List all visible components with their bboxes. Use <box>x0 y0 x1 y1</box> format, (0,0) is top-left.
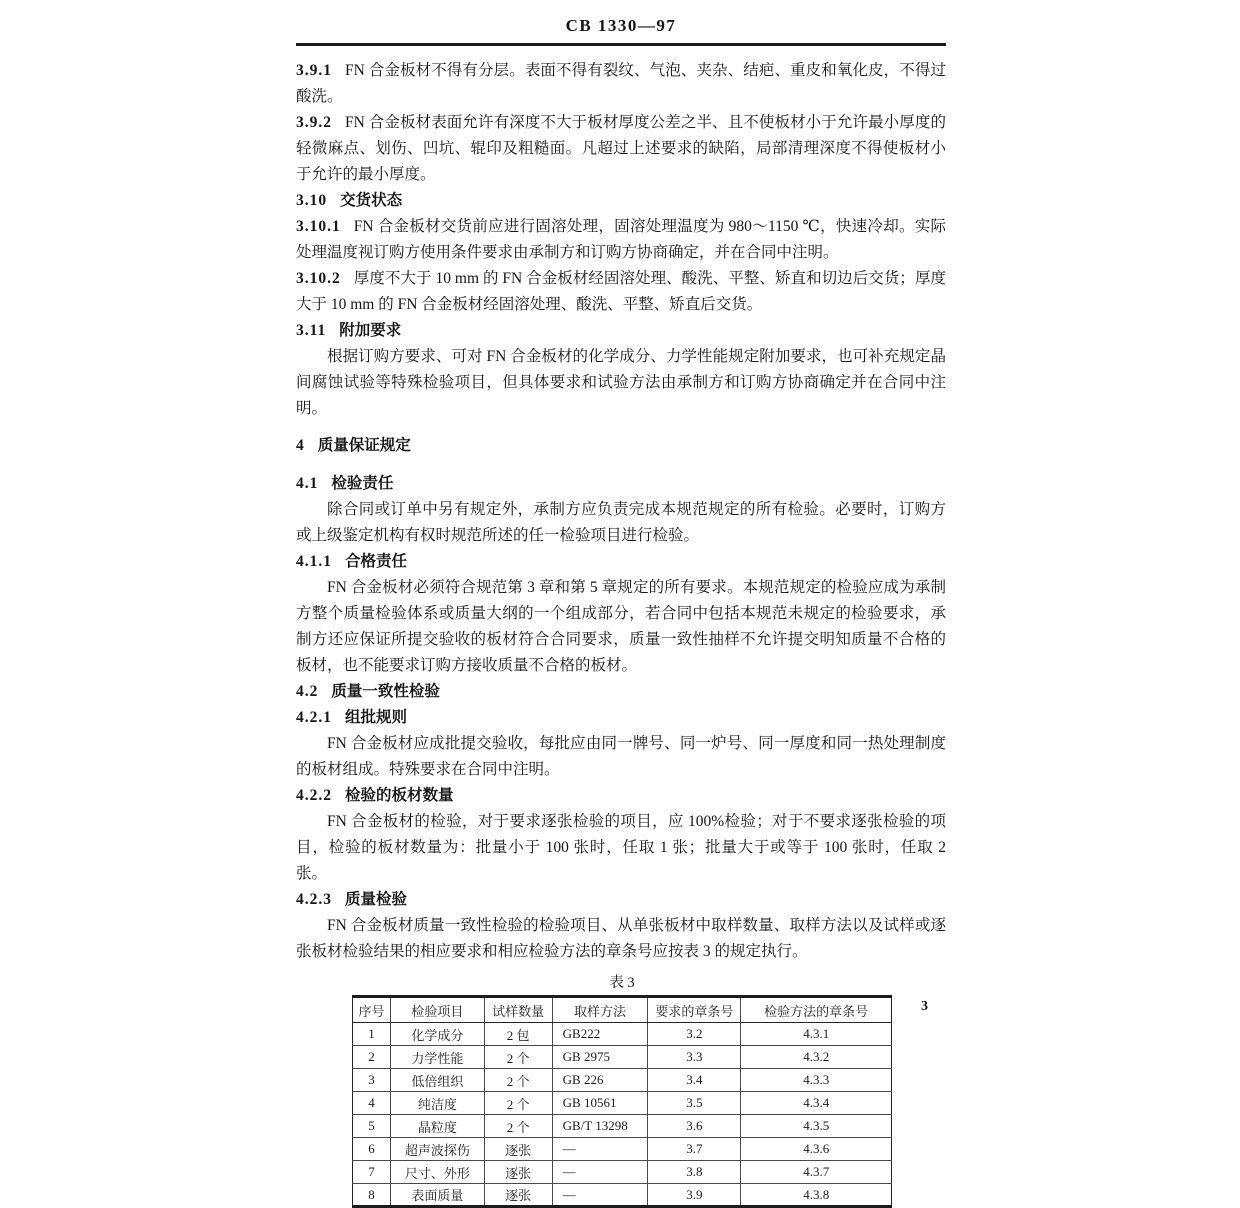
table-cell: — <box>552 1184 648 1207</box>
table-cell: 4 <box>353 1092 391 1115</box>
clause-number: 3.10.1 <box>296 218 341 235</box>
clause-number: 3.11 <box>296 322 327 339</box>
table-cell: GB 226 <box>552 1069 648 1092</box>
clause-text: 厚度不大于 10 mm 的 FN 合金板材经固溶处理、酸洗、平整、矫直和切边后交货；厚度大于 10 mm 的 FN 合金板材经固溶处理、酸洗、平整、矫直后交货。 <box>296 270 946 313</box>
table-cell: 表面质量 <box>390 1184 484 1207</box>
table-cell: 4.3.8 <box>741 1184 892 1207</box>
para-text: 根据订购方要求、可对 FN 合金板材的化学成分、力学性能规定附加要求，也可补充规定晶间腐蚀试验等特殊检验项目，但具体要求和试验方法由承制方和订购方协商确定并在合同中注明。 <box>296 348 946 417</box>
heading-4-2 <box>296 679 946 705</box>
heading-title: 质量一致性检验 <box>331 683 440 700</box>
table-cell: 纯洁度 <box>390 1092 484 1115</box>
inspection-table-head <box>353 997 892 1023</box>
table-header-row <box>353 997 892 1023</box>
heading-title: 合格责任 <box>345 553 408 570</box>
heading-title: 组批规则 <box>345 709 408 726</box>
clause-number: 3.9.2 <box>296 114 332 131</box>
para-4-2-1 <box>296 731 946 783</box>
para-text: FN 合金板材质量一致性检验的检验项目、从单张板材中取样数量、取样方法以及试样或逐张板材检验结果的相应要求和相应检验方法的章条号应按表 3 的规定执行。 <box>296 917 946 960</box>
clause-number: 3.9.1 <box>296 62 332 79</box>
clause-number: 4.2.1 <box>296 709 332 726</box>
table-cell: 4.3.6 <box>741 1138 892 1161</box>
table-cell: 3.7 <box>648 1138 741 1161</box>
table-cell: 5 <box>353 1115 391 1138</box>
table-cell: — <box>552 1161 648 1184</box>
table-column-header: 检验方法的章条号 <box>741 997 892 1023</box>
clause-number: 4.2.2 <box>296 787 332 804</box>
table-cell: 6 <box>353 1138 391 1161</box>
clause-3-9-1 <box>296 58 946 110</box>
table-row <box>353 1092 892 1115</box>
table-cell: 4.3.7 <box>741 1161 892 1184</box>
clause-number: 4.1.1 <box>296 553 332 570</box>
table-cell: 尺寸、外形 <box>390 1161 484 1184</box>
heading-4-2-3 <box>296 887 946 913</box>
clause-3-10-2 <box>296 266 946 318</box>
table-cell: 1 <box>353 1023 391 1046</box>
table-cell: 4.3.1 <box>741 1023 892 1046</box>
table-cell: 2 <box>353 1046 391 1069</box>
chapter-4-heading <box>296 433 946 459</box>
table-cell: 4.3.5 <box>741 1115 892 1138</box>
clause-text: FN 合金板材表面允许有深度不大于板材厚度公差之半、且不使板材小于允许最小厚度的轻微麻点、划伤、凹坑、辊印及粗糙面。凡超过上述要求的缺陷，局部清理深度不得使板材小于允许的最小厚度。 <box>296 114 946 183</box>
para-4-2-3 <box>296 913 946 965</box>
heading-3-10 <box>296 188 946 214</box>
table-cell: — <box>552 1138 648 1161</box>
para-4-2-2 <box>296 809 946 887</box>
heading-title: 附加要求 <box>339 322 402 339</box>
table-cell: 逐张 <box>484 1184 552 1207</box>
table-row <box>353 1069 892 1092</box>
table-row <box>353 1115 892 1138</box>
standard-code-header <box>296 16 946 46</box>
table-cell: 7 <box>353 1161 391 1184</box>
table-cell: 超声波探伤 <box>390 1138 484 1161</box>
para-text: FN 合金板材的检验，对于要求逐张检验的项目，应 100%检验；对于不要求逐张检验的项目，检验的板材数量为：批量小于 100 张时，任取 1 张；批量大于或等于 100 张时，任取 2 张。 <box>296 813 946 882</box>
table-cell: 逐张 <box>484 1161 552 1184</box>
table-cell: 4.3.4 <box>741 1092 892 1115</box>
table-cell: 2 个 <box>484 1046 552 1069</box>
heading-title: 检验的板材数量 <box>345 787 454 804</box>
clause-number: 4.2.3 <box>296 891 332 908</box>
inspection-table <box>352 995 892 1208</box>
clause-3-10-1 <box>296 214 946 266</box>
table-cell: 3.3 <box>648 1046 741 1069</box>
chapter-number: 4 <box>296 437 305 454</box>
table-column-header: 检验项目 <box>390 997 484 1023</box>
table-cell: GB222 <box>552 1023 648 1046</box>
table-column-header: 要求的章条号 <box>648 997 741 1023</box>
table-row <box>353 1138 892 1161</box>
table-cell: 2 个 <box>484 1092 552 1115</box>
clause-number: 3.10.2 <box>296 270 341 287</box>
table-cell: 2 包 <box>484 1023 552 1046</box>
standard-code: CB 1330—97 <box>565 16 677 35</box>
clause-text: FN 合金板材交货前应进行固溶处理，固溶处理温度为 980～1150 ℃，快速冷却。实际处理温度视订购方使用条件要求由承制方和订购方协商确定，并在合同中注明。 <box>296 218 946 261</box>
table-cell: 4.3.2 <box>741 1046 892 1069</box>
table-cell: 晶粒度 <box>390 1115 484 1138</box>
clause-number: 3.10 <box>296 192 328 209</box>
clause-text: FN 合金板材不得有分层。表面不得有裂纹、气泡、夹杂、结疤、重皮和氧化皮，不得过酸洗。 <box>296 62 946 105</box>
table-cell: 8 <box>353 1184 391 1207</box>
table-cell: 3 <box>353 1069 391 1092</box>
table-caption: 表 3 <box>609 975 635 991</box>
table-column-header: 序号 <box>353 997 391 1023</box>
para-text: FN 合金板材必须符合规范第 3 章和第 5 章规定的所有要求。本规范规定的检验应成为承制方整个质量检验体系或质量大纲的一个组成部分，若合同中包括本规范未规定的检验要求，承制方还应保证所提交验收的板材符合合同要求，质量一致性抽样不允许提交明知质量不合格的板材，也不能要求订购方接收质量不合格的板材。 <box>296 579 946 674</box>
para-4-1 <box>296 497 946 549</box>
clause-3-9-2 <box>296 110 946 188</box>
table-cell: GB/T 13298 <box>552 1115 648 1138</box>
inspection-table-body <box>353 1023 892 1207</box>
table-column-header: 取样方法 <box>552 997 648 1023</box>
table-column-header: 试样数量 <box>484 997 552 1023</box>
heading-title: 质量检验 <box>345 891 408 908</box>
table-cell: 4.3.3 <box>741 1069 892 1092</box>
heading-4-2-2 <box>296 783 946 809</box>
table-row <box>353 1161 892 1184</box>
para-text: 除合同或订单中另有规定外，承制方应负责完成本规范规定的所有检验。必要时，订购方或上级鉴定机构有权时规范所述的任一检验项目进行检验。 <box>296 501 946 544</box>
table-cell: 3.8 <box>648 1161 741 1184</box>
table-cell: GB 10561 <box>552 1092 648 1115</box>
document-page <box>296 16 946 1208</box>
heading-title: 检验责任 <box>331 475 394 492</box>
clause-number: 4.2 <box>296 683 319 700</box>
chapter-title: 质量保证规定 <box>317 437 411 454</box>
table-cell: 3.6 <box>648 1115 741 1138</box>
heading-3-11 <box>296 318 946 344</box>
heading-title: 交货状态 <box>340 192 403 209</box>
heading-4-1-1 <box>296 549 946 575</box>
table-cell: 3.2 <box>648 1023 741 1046</box>
table-cell: 2 个 <box>484 1069 552 1092</box>
table-cell: 力学性能 <box>390 1046 484 1069</box>
table-row <box>353 1184 892 1207</box>
table-cell: 低倍组织 <box>390 1069 484 1092</box>
table-row <box>353 1046 892 1069</box>
clause-number: 4.1 <box>296 475 319 492</box>
table-cell: 逐张 <box>484 1138 552 1161</box>
table-cell: 2 个 <box>484 1115 552 1138</box>
heading-4-1 <box>296 471 946 497</box>
table-cell: 化学成分 <box>390 1023 484 1046</box>
document-body <box>296 58 946 965</box>
table-cell: 3.5 <box>648 1092 741 1115</box>
table-cell: GB 2975 <box>552 1046 648 1069</box>
heading-4-2-1 <box>296 705 946 731</box>
para-4-1-1 <box>296 575 946 679</box>
table-cell: 3.9 <box>648 1184 741 1207</box>
page-number: 3 <box>921 999 928 1014</box>
table-cell: 3.4 <box>648 1069 741 1092</box>
para-3-11 <box>296 344 946 422</box>
para-text: FN 合金板材应成批提交验收，每批应由同一牌号、同一炉号、同一厚度和同一热处理制度的板材组成。特殊要求在合同中注明。 <box>296 735 946 778</box>
table-row <box>353 1023 892 1046</box>
